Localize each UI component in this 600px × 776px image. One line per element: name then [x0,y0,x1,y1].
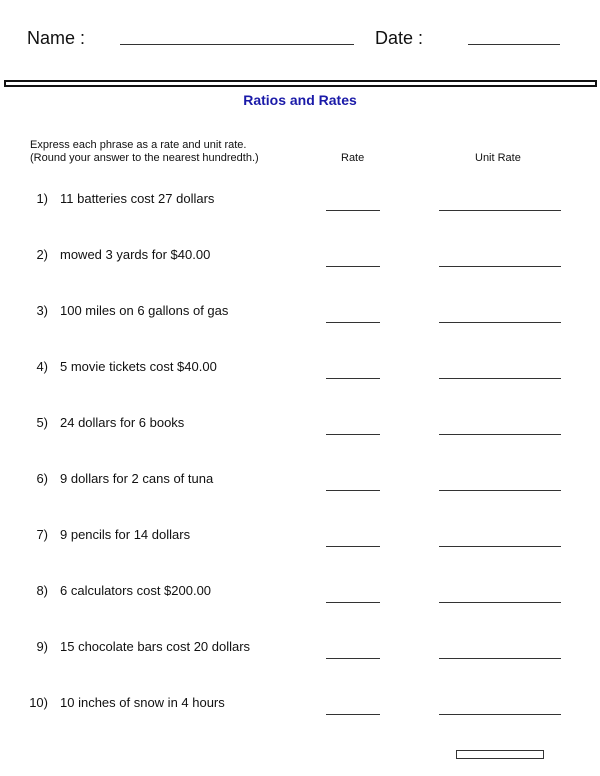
problem-text: 5 movie tickets cost $40.00 [60,359,217,374]
problem-row [0,415,600,445]
problem-number: 8) [36,583,48,598]
problem-row [0,191,600,221]
unit-rate-answer-field[interactable] [439,266,561,267]
rate-answer-field[interactable] [326,714,380,715]
unit-rate-column-header: Unit Rate [475,152,521,164]
problem-text: 10 inches of snow in 4 hours [60,695,225,710]
problem-number: 5) [36,415,48,430]
problem-row [0,695,600,725]
problem-text: 24 dollars for 6 books [60,415,185,430]
unit-rate-answer-field[interactable] [439,490,561,491]
instructions [30,139,259,165]
problem-text: 15 chocolate bars cost 20 dollars [60,639,251,654]
problem-number: 10) [29,695,48,710]
instructions-line-2: (Round your answer to the nearest hundredth.) [30,152,259,164]
problem-text: 9 dollars for 2 cans of tuna [60,471,214,486]
rate-answer-field[interactable] [326,378,380,379]
unit-rate-answer-field[interactable] [439,210,561,211]
problem-row [0,583,600,613]
problem-text: mowed 3 yards for $40.00 [60,247,211,262]
problem-text: 9 pencils for 14 dollars [60,527,191,542]
name-label: Name : [27,28,86,48]
problem-number: 1) [36,191,48,206]
instructions-line-1: Express each phrase as a rate and unit rate. [30,139,247,151]
problem-number: 9) [36,639,48,654]
score-box[interactable] [456,750,544,759]
rate-answer-field[interactable] [326,434,380,435]
problem-number: 3) [36,303,48,318]
rate-answer-field[interactable] [326,658,380,659]
rate-answer-field[interactable] [326,490,380,491]
rate-column-header: Rate [341,152,365,164]
problem-number: 4) [36,359,48,374]
unit-rate-answer-field[interactable] [439,546,561,547]
problem-row [0,247,600,277]
unit-rate-answer-field[interactable] [439,434,561,435]
problem-text: 11 batteries cost 27 dollars [60,191,215,206]
page-title: Ratios and Rates [243,92,357,108]
unit-rate-answer-field[interactable] [439,378,561,379]
unit-rate-answer-field[interactable] [439,658,561,659]
date-field[interactable] [468,44,560,45]
problem-number: 7) [36,527,48,542]
rate-answer-field[interactable] [326,266,380,267]
name-field[interactable] [120,44,354,45]
problem-row [0,471,600,501]
problem-number: 2) [36,247,48,262]
problem-row [0,303,600,333]
rate-answer-field[interactable] [326,322,380,323]
unit-rate-answer-field[interactable] [439,322,561,323]
header-divider [4,80,597,87]
problem-row [0,359,600,389]
problem-number: 6) [36,471,48,486]
unit-rate-answer-field[interactable] [439,602,561,603]
problem-text: 100 miles on 6 gallons of gas [60,303,229,318]
problem-row [0,639,600,669]
unit-rate-answer-field[interactable] [439,714,561,715]
date-label: Date : [375,28,424,48]
rate-answer-field[interactable] [326,546,380,547]
rate-answer-field[interactable] [326,602,380,603]
problem-text: 6 calculators cost $200.00 [60,583,212,598]
rate-answer-field[interactable] [326,210,380,211]
problem-row [0,527,600,557]
